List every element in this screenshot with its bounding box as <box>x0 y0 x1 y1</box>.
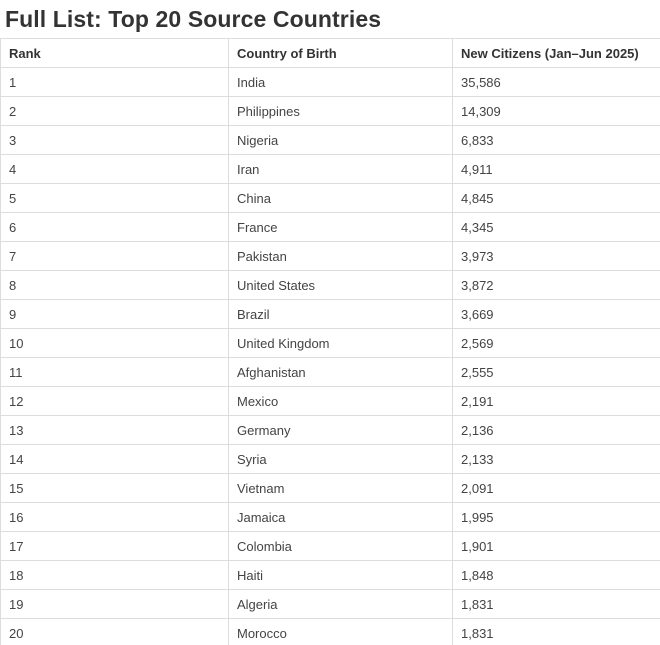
table-cell: 1,901 <box>453 532 660 561</box>
table-cell: 1,831 <box>453 619 660 645</box>
table-cell: 19 <box>1 590 229 619</box>
table-cell: Germany <box>229 416 453 445</box>
table-cell: Brazil <box>229 300 453 329</box>
table-cell: France <box>229 213 453 242</box>
table-cell: 1,848 <box>453 561 660 590</box>
table-header-row <box>1 39 660 68</box>
table-row <box>1 213 660 242</box>
table-cell: India <box>229 68 453 97</box>
table-cell: Algeria <box>229 590 453 619</box>
table-row <box>1 590 660 619</box>
table-row <box>1 532 660 561</box>
table-cell: 3,973 <box>453 242 660 271</box>
table-cell: 1,831 <box>453 590 660 619</box>
table-row <box>1 387 660 416</box>
table-row <box>1 242 660 271</box>
table-cell: 6,833 <box>453 126 660 155</box>
table-cell: 6 <box>1 213 229 242</box>
table-cell: 35,586 <box>453 68 660 97</box>
table-cell: China <box>229 184 453 213</box>
table-cell: 9 <box>1 300 229 329</box>
table-cell: 4 <box>1 155 229 184</box>
table-cell: 3,669 <box>453 300 660 329</box>
column-header-country-of-birth: Country of Birth <box>229 39 453 68</box>
table-cell: 16 <box>1 503 229 532</box>
table-body <box>1 68 660 645</box>
table-cell: 4,845 <box>453 184 660 213</box>
table-cell: Philippines <box>229 97 453 126</box>
table-row <box>1 271 660 300</box>
table-row <box>1 184 660 213</box>
table-cell: 2,569 <box>453 329 660 358</box>
table-cell: Afghanistan <box>229 358 453 387</box>
table-cell: 14,309 <box>453 97 660 126</box>
table-cell: 2,133 <box>453 445 660 474</box>
table-row <box>1 97 660 126</box>
table-row <box>1 68 660 97</box>
table-cell: 2,191 <box>453 387 660 416</box>
table-cell: 2,555 <box>453 358 660 387</box>
table-cell: United States <box>229 271 453 300</box>
table-row <box>1 474 660 503</box>
table-row <box>1 561 660 590</box>
table-cell: 15 <box>1 474 229 503</box>
table-cell: 11 <box>1 358 229 387</box>
table-cell: 13 <box>1 416 229 445</box>
table-row <box>1 416 660 445</box>
table-cell: Mexico <box>229 387 453 416</box>
table-row <box>1 155 660 184</box>
table-row <box>1 503 660 532</box>
table-cell: 2,136 <box>453 416 660 445</box>
table-cell: United Kingdom <box>229 329 453 358</box>
page-title: Full List: Top 20 Source Countries <box>5 6 382 32</box>
table-cell: Iran <box>229 155 453 184</box>
table-cell: 20 <box>1 619 229 645</box>
table-cell: 18 <box>1 561 229 590</box>
table-cell: 12 <box>1 387 229 416</box>
table-cell: 14 <box>1 445 229 474</box>
table-cell: Haiti <box>229 561 453 590</box>
table-cell: Morocco <box>229 619 453 645</box>
table-cell: Jamaica <box>229 503 453 532</box>
table-row <box>1 445 660 474</box>
table-cell: 8 <box>1 271 229 300</box>
table-cell: Syria <box>229 445 453 474</box>
table-cell: Colombia <box>229 532 453 561</box>
source-countries-table <box>0 38 660 645</box>
table-cell: Nigeria <box>229 126 453 155</box>
table-cell: 5 <box>1 184 229 213</box>
table-cell: 3 <box>1 126 229 155</box>
table-row <box>1 358 660 387</box>
table-cell: Vietnam <box>229 474 453 503</box>
table-cell: 17 <box>1 532 229 561</box>
table-cell: Pakistan <box>229 242 453 271</box>
table-cell: 2,091 <box>453 474 660 503</box>
table-cell: 3,872 <box>453 271 660 300</box>
table-cell: 1 <box>1 68 229 97</box>
table-cell: 2 <box>1 97 229 126</box>
table-row <box>1 619 660 645</box>
table-row <box>1 126 660 155</box>
column-header-new-citizens: New Citizens (Jan–Jun 2025) <box>453 39 660 68</box>
column-header-rank: Rank <box>1 39 229 68</box>
table-cell: 7 <box>1 242 229 271</box>
table-cell: 10 <box>1 329 229 358</box>
table-cell: 4,345 <box>453 213 660 242</box>
table-cell: 1,995 <box>453 503 660 532</box>
table-cell: 4,911 <box>453 155 660 184</box>
table-row <box>1 329 660 358</box>
table-row <box>1 300 660 329</box>
